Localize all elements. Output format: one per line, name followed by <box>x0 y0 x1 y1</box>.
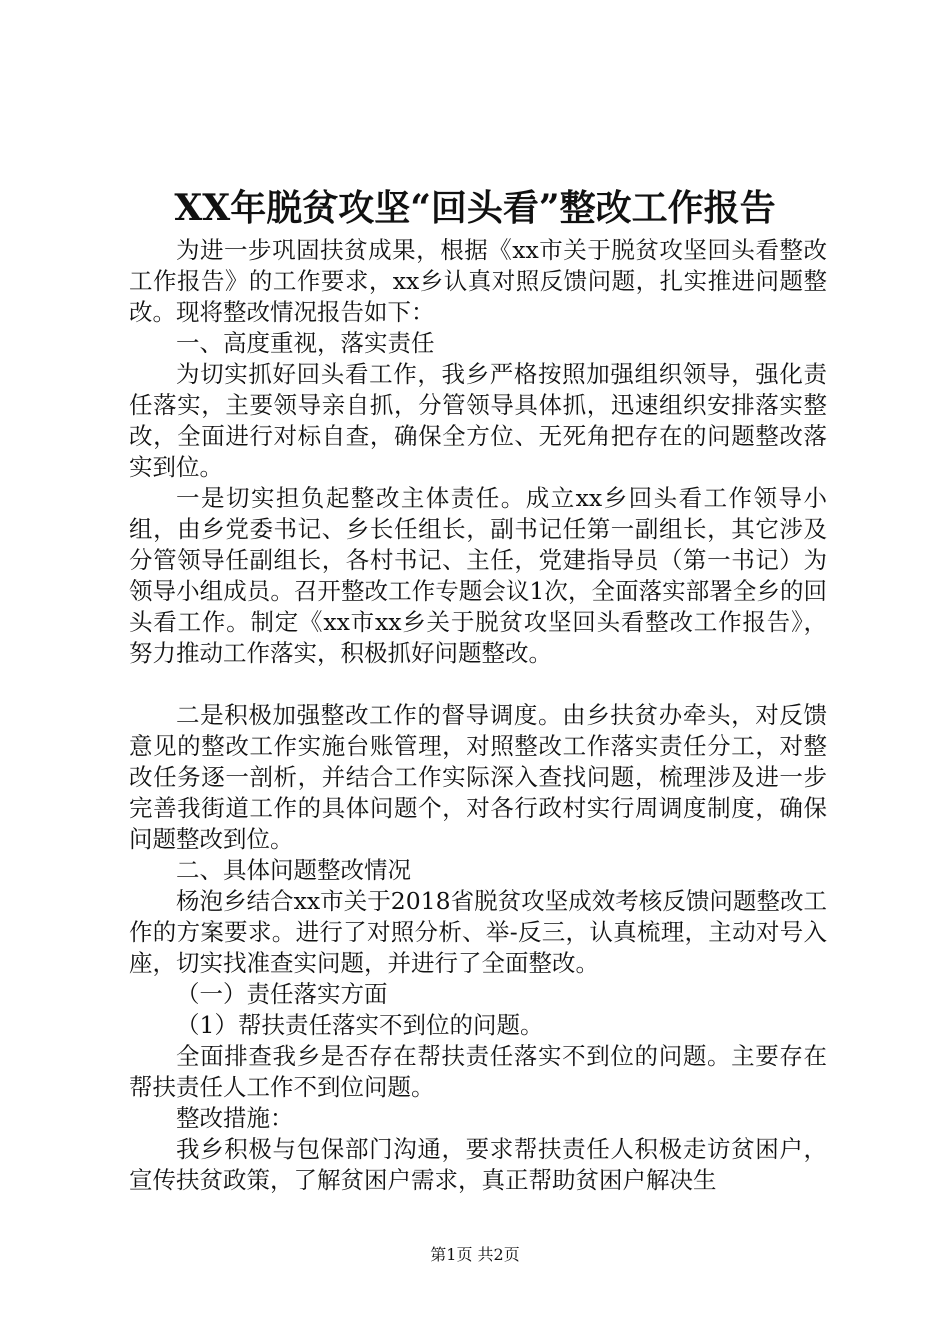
paragraph-responsibility: 一是切实担负起整改主体责任。成立xx乡回头看工作领导小组，由乡党委书记、乡长任组长，副书记任第一副组长，其它涉及分管领导任副组长，各村书记、主任，党建指导员（第一书记）为领导小组成员。召开整改工作专题会议1次，全面落实部署全乡的回头看工作。制定《xx市xx乡关于脱贫攻坚回头看整改工作报告》，努力推动工作落实，积极抓好问题整改。 <box>129 484 827 667</box>
paragraph-intro: 为进一步巩固扶贫成果，根据《xx市关于脱贫攻坚回头看整改工作报告》的工作要求，xx乡认真对照反馈问题，扎实推进问题整改。现将整改情况报告如下： <box>129 236 827 326</box>
document-body <box>129 235 827 1196</box>
page-number-footer: 第1页 共2页 <box>430 1245 520 1264</box>
subsection-heading-1: （一）责任落实方面 <box>176 980 388 1008</box>
paragraph-supervision: 二是积极加强整改工作的督导调度。由乡扶贫办牵头，对反馈意见的整改工作实施台账管理，对照整改工作落实责任分工，对整改任务逐一剖析，并结合工作实际深入查找问题，梳理涉及进一步完善我街道工作的具体问题个，对各行政村实行周调度制度，确保问题整改到位。 <box>129 701 827 853</box>
paragraph-item-1: 全面排查我乡是否存在帮扶责任落实不到位的问题。主要存在帮扶责任人工作不到位问题。 <box>129 1042 827 1101</box>
item-heading-1: （1）帮扶责任落实不到位的问题。 <box>176 1011 544 1039</box>
section-heading-2: 二、具体问题整改情况 <box>176 856 411 884</box>
paragraph-measures: 我乡积极与包保部门沟通，要求帮扶责任人积极走访贫困户，宣传扶贫政策，了解贫困户需求，真正帮助贫困户解决生 <box>129 1135 827 1194</box>
paragraph-section-1: 为切实抓好回头看工作，我乡严格按照加强组织领导，强化责任落实，主要领导亲自抓，分管领导具体抓，迅速组织安排落实整改，全面进行对标自查，确保全方位、无死角把存在的问题整改落实到位。 <box>129 360 827 481</box>
paragraph-section-2: 杨泡乡结合xx市关于2018省脱贫攻坚成效考核反馈问题整改工作的方案要求。进行了对照分析、举-反三，认真梳理，主动对号入座，切实找准查实问题，并进行了全面整改。 <box>129 887 827 977</box>
section-heading-1: 一、高度重视，落实责任 <box>176 329 435 357</box>
measures-heading: 整改措施： <box>176 1104 294 1132</box>
document-title: XX年脱贫攻坚“回头看”整改工作报告 <box>174 187 776 229</box>
